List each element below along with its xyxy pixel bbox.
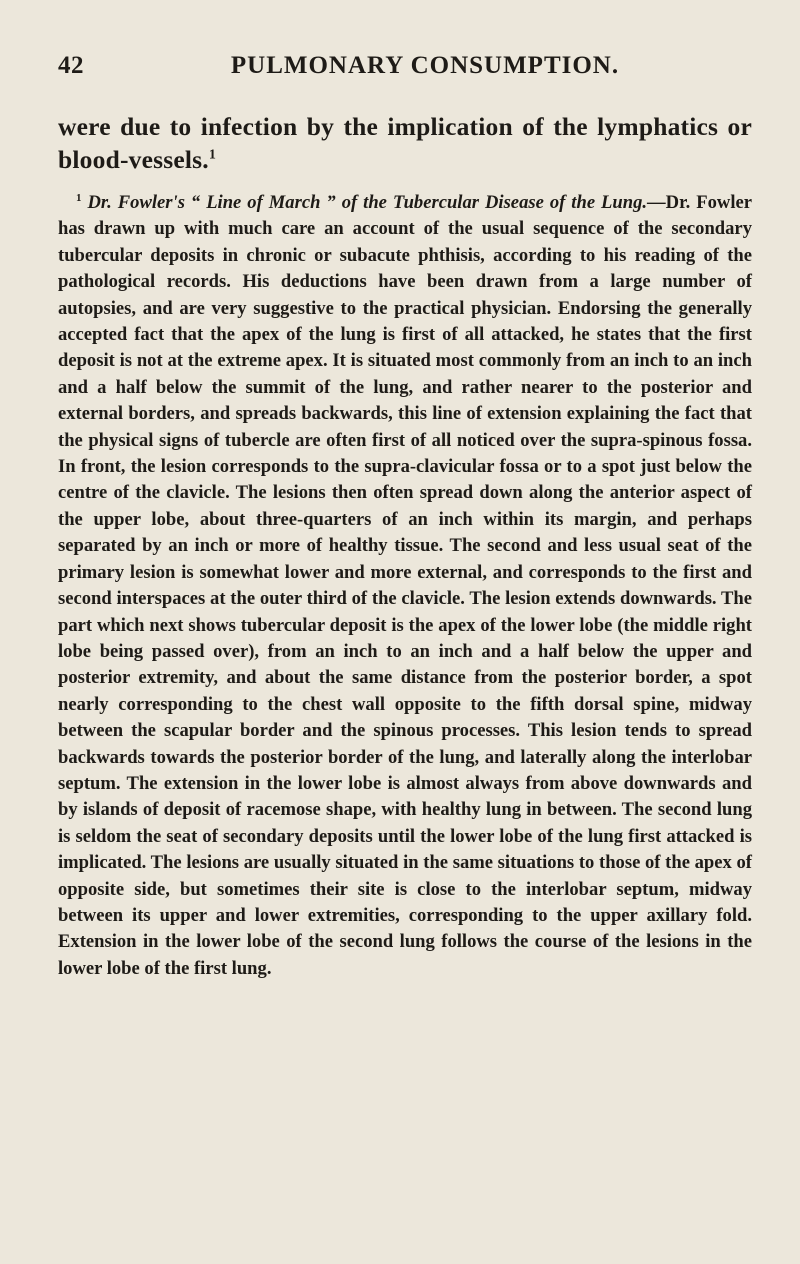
main-paragraph [58,110,752,176]
footnote-marker: 1 [76,191,82,204]
footnote-reference: 1 [208,147,217,163]
footnote-citation: Dr. Fowler's “ Line of March ” of the Tubercular Disease of the Lung. [87,192,648,213]
main-paragraph-text: were due to infection by the implication of the lymphatics or blood-vessels. [58,112,752,174]
footnote [58,190,752,982]
running-title: PULMONARY CONSUMPTION. [230,52,620,79]
running-head [58,52,752,92]
footnote-text: —Dr. Fowler has drawn up with much care an account of the usual sequence of the secondary tubercular deposits in chronic or subacute phthisis, according to his reading of the pathological records. His deductions have been drawn from a large number of autopsies, and are very suggestive to the practical physician. Endorsing the generally accepted fact that the apex of the lung is first of all attacked, he states that the first deposit is not at the extreme apex. It is situated most commonly from an inch to an inch and a half below the summit of the lung, and rather nearer to the posterior and external borders, and spreads backwards, this line of extension explaining the fact that the physical signs of tubercle are often first of all noticed over the supra-spinous fossa. In front, the lesion corresponds to the supra-clavicular fossa or to a spot just below the centre of the clavicle. The lesions then often spread down along the anterior aspect of the upper lobe, about three-quarters of an inch within its margin, and perhaps separated by an inch or more of healthy tissue. The second and less usual seat of the primary lesion is somewhat lower and more external, and corresponds to the first and second interspaces at the outer third of the clavicle. The lesion extends downwards. The part which next shows tubercular deposit is the apex of the lower lobe (the middle right lobe being passed over), from an inch to an inch and a half below the upper and posterior extremity, and about the same distance from the posterior border, a spot nearly corresponding to the chest wall opposite to the fifth dorsal spine, midway between the scapular border and the spinous processes. This lesion tends to spread backwards towards the posterior border of the lung, and laterally along the interlobar septum. The extension in the lower lobe is almost always from above downwards and by islands of deposit of racemose shape, with healthy lung in between. The second lung is seldom the seat of secondary deposits until the lower lobe of the lung first attacked is implicated. The lesions are usually situated in the same situations to those of the apex of opposite side, but sometimes their site is close to the interlobar septum, midway between its upper and lower extremities, corresponding to the upper axillary fold. Extension in the lower lobe of the second lung follows the course of the lesions in the lower lobe of the first lung. [58,192,753,979]
page-number: 42 [58,52,84,79]
